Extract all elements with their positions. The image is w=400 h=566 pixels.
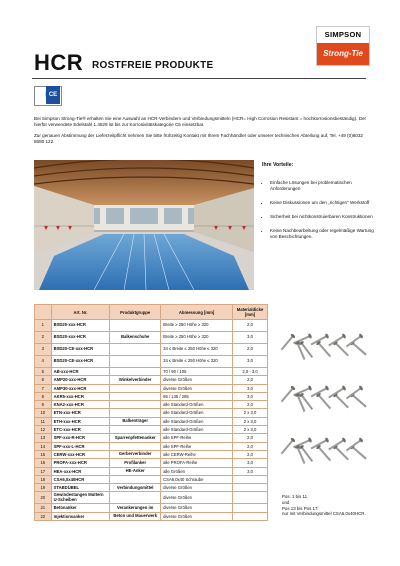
table-row	[35, 392, 268, 400]
product-group-cell	[110, 384, 161, 392]
article-number-cell: KNA2-xxx-HCR	[51, 401, 110, 409]
table-notes	[282, 494, 382, 517]
product-group-cell: Winkelverbinder	[110, 376, 161, 384]
dimension-cell: alle SPF-Reihe	[161, 442, 233, 450]
screw-icon	[316, 444, 333, 462]
screw-icon	[333, 444, 350, 461]
dimension-cell: Breite ≥ 250 Höhe ≥ 320	[161, 320, 233, 332]
material-thickness-cell: 3,0	[233, 384, 268, 392]
product-table	[34, 304, 268, 521]
article-number-cell: AB-xxx-HCR	[51, 368, 110, 376]
product-group-cell	[110, 426, 161, 434]
advantages-list	[262, 180, 382, 240]
product-group-cell	[110, 409, 161, 417]
row-number-cell: 15	[35, 450, 52, 458]
product-group-cell: Verankerungen im	[110, 504, 161, 512]
dimension-cell: diverse Größen	[161, 492, 233, 504]
product-group-cell	[110, 392, 161, 400]
row-number-cell: 10	[35, 409, 52, 417]
row-number-cell: 5	[35, 368, 52, 376]
article-number-cell: AKR5-xxx-HCR	[51, 392, 110, 400]
product-group-cell: Balkenschuhe	[110, 332, 161, 344]
column-header-dimension: Abmessung [mm]	[161, 305, 233, 320]
article-number-cell: CSA6,0x40HCR	[51, 475, 110, 483]
material-thickness-cell: 3,0	[233, 356, 268, 368]
table-row	[35, 344, 268, 356]
dimension-cell: alle Größen	[161, 467, 233, 475]
column-header-number	[35, 305, 52, 320]
dimension-cell: CSA6,0x40 Schraube	[161, 475, 233, 483]
table-row	[35, 484, 268, 492]
list-item: • Keine Diskussionen um den „richtigen" Werkstoff	[270, 200, 382, 206]
advantages-heading: Ihre Vorteile:	[262, 162, 294, 168]
dimension-cell: 34 ≤ Breite ≤ 250 Höhe ≤ 320	[161, 356, 233, 368]
column-header-article: Art. Nr.	[51, 305, 110, 320]
row-number-cell: 1	[35, 320, 52, 332]
row-number-cell: 17	[35, 467, 52, 475]
material-thickness-cell	[233, 504, 268, 512]
article-number-cell: BSD20-CE-xxx-HCR	[51, 344, 110, 356]
article-number-cell: SPF-xxx-L-HCR	[51, 442, 110, 450]
note-line: Pos. 1 bis 11	[282, 494, 308, 499]
material-thickness-cell: 2,0 - 3,0	[233, 368, 268, 376]
article-number-cell: HEA-xxx-HCR	[51, 467, 110, 475]
table-row	[35, 434, 268, 442]
table-row	[35, 467, 268, 475]
row-number-cell: 7	[35, 384, 52, 392]
product-group-cell: Beton und Mauerwerk	[110, 512, 161, 520]
product-group-cell: Balkenträger	[110, 417, 161, 425]
screw-icon	[345, 333, 364, 349]
note-line: und	[282, 499, 290, 505]
dimension-cell: alle Standard-Größen	[161, 426, 233, 434]
table-row	[35, 426, 268, 434]
table-row	[35, 384, 268, 392]
article-number-cell: Betonanker	[51, 504, 110, 512]
intro-paragraph-2: Zur genauen Abstimmung der Lieferzeitpflicht nehmen Sie bitte frühzeitig Kontakt mit Ihrem Fachhändler oder unserer technischen Abteilung auf, Tel. +49 (0)6032 8680 122.	[34, 132, 363, 145]
material-thickness-cell: 2,0	[233, 320, 268, 332]
material-thickness-cell: 3,0	[233, 392, 268, 400]
product-group-cell	[110, 344, 161, 356]
material-thickness-cell: 2 x 3,0	[233, 409, 268, 417]
material-thickness-cell: 2,0	[233, 434, 268, 442]
row-number-cell: 2	[35, 332, 52, 344]
row-number-cell: 8	[35, 392, 52, 400]
screw-icon	[333, 392, 350, 409]
article-number-cell: ETH-xxx-HCR	[51, 417, 110, 425]
article-number-cell: SPF-xxx-R-HCR	[51, 434, 110, 442]
table-row	[35, 504, 268, 512]
row-number-cell: 11	[35, 417, 52, 425]
material-thickness-cell: 2,0	[233, 344, 268, 356]
article-number-cell: Gewindestangen Muttern U-Scheiben	[51, 492, 110, 504]
dimension-cell: alle Standard-Größen	[161, 401, 233, 409]
advantages-panel	[262, 162, 382, 248]
material-thickness-cell: 2,0	[233, 376, 268, 384]
column-header-group: Produktgruppe	[110, 305, 161, 320]
dimension-cell: diverse Größen	[161, 512, 233, 520]
table-row	[35, 320, 268, 332]
row-number-cell: 16	[35, 459, 52, 467]
table-header-row	[35, 305, 268, 320]
row-number-cell: 4	[35, 356, 52, 368]
intro-text	[34, 116, 374, 150]
dimension-cell: 70 / 90 / 105	[161, 368, 233, 376]
dimension-cell: alle PROFA-Reihe	[161, 459, 233, 467]
article-number-cell: BSD20-CE-xxx-HCR	[51, 356, 110, 368]
material-thickness-cell	[233, 512, 268, 520]
page-subtitle: ROSTFREIE PRODUKTE	[92, 60, 214, 71]
column-header-thickness: Materialdicke [mm]	[233, 305, 268, 320]
header-rule	[32, 78, 366, 79]
row-number-cell: 18	[35, 475, 52, 483]
table-row	[35, 409, 268, 417]
table-row	[35, 376, 268, 384]
product-group-cell	[110, 356, 161, 368]
article-number-cell: STABDÜBEL	[51, 484, 110, 492]
row-number-cell: 14	[35, 442, 52, 450]
product-group-cell	[110, 492, 161, 504]
product-group-cell: Gerberverbinder	[110, 450, 161, 458]
material-thickness-cell: 3,0	[233, 467, 268, 475]
logo-top-text: SIMPSON	[317, 27, 369, 43]
table-row	[35, 492, 268, 504]
screw-icon	[333, 340, 350, 357]
article-number-cell: BSD20-xxx-HCR	[51, 332, 110, 344]
table-row	[35, 356, 268, 368]
table-row	[35, 332, 268, 344]
dimension-cell: 34 ≤ Breite ≤ 250 Höhe ≤ 320	[161, 344, 233, 356]
row-number-cell: 9	[35, 401, 52, 409]
dimension-cell: alle Standard-Größen	[161, 417, 233, 425]
dimension-cell: alle CERW-Reihe	[161, 450, 233, 458]
dimension-cell: Breite ≥ 250 Höhe ≥ 320	[161, 332, 233, 344]
dimension-cell: alle Standard-Größen	[161, 409, 233, 417]
table-body	[35, 320, 268, 521]
material-thickness-cell: 3,0	[233, 332, 268, 344]
material-thickness-cell	[233, 492, 268, 504]
product-group-cell	[110, 368, 161, 376]
swimming-pool-photo	[34, 160, 254, 290]
table-row	[35, 368, 268, 376]
table-row	[35, 442, 268, 450]
screw-icon	[345, 437, 364, 453]
list-item: • Keine Nachbearbeitung oder regelmäßige Wartung von Beschichtungen.	[270, 228, 382, 240]
table-row	[35, 459, 268, 467]
product-group-cell: Verbindungsmittel	[110, 484, 161, 492]
dimension-cell: diverse Größen	[161, 504, 233, 512]
row-number-cell: 12	[35, 426, 52, 434]
dimension-cell: alle SPF-Reihe	[161, 434, 233, 442]
product-group-cell: Sparrenpfettenanker	[110, 434, 161, 442]
screw-icon	[345, 385, 364, 401]
article-number-cell: ETN-xxx-HCR	[51, 409, 110, 417]
material-thickness-cell: 2 x 3,0	[233, 417, 268, 425]
material-thickness-cell: 2,0	[233, 450, 268, 458]
article-number-cell: Injektionsanker	[51, 512, 110, 520]
note-line: nur mit Verbindungsmittel CSA6,0x40HCR.	[282, 511, 366, 517]
dimension-cell: diverse Größen	[161, 384, 233, 392]
table-row	[35, 401, 268, 409]
product-group-cell: Profilanker	[110, 459, 161, 467]
table-row	[35, 450, 268, 458]
ce-mark-icon: CE	[46, 86, 60, 104]
row-number-cell: 3	[35, 344, 52, 356]
logo-bottom-text: Strong-Tie	[317, 43, 369, 65]
note-line: Pos 13 bis Pos 17:	[282, 505, 319, 511]
product-group-cell: HE-Anker	[110, 467, 161, 475]
material-thickness-cell: 2,0	[233, 442, 268, 450]
row-number-cell: 22	[35, 512, 52, 520]
table-row	[35, 475, 268, 483]
product-group-cell	[110, 401, 161, 409]
table-row	[35, 512, 268, 520]
product-group-cell	[110, 320, 161, 332]
dimension-cell: diverse Größen	[161, 376, 233, 384]
material-thickness-cell	[233, 475, 268, 483]
article-number-cell: BSD20-xxx-HCR	[51, 320, 110, 332]
article-number-cell: CERW-xxx-HCR	[51, 450, 110, 458]
list-item: • Einfache Lösungen bei problematischen Anforderungen	[270, 180, 382, 192]
row-number-cell: 21	[35, 504, 52, 512]
article-number-cell: ETC-xxx-HCR	[51, 426, 110, 434]
material-thickness-cell	[233, 484, 268, 492]
screw-icon	[316, 340, 333, 358]
row-number-cell: 19	[35, 484, 52, 492]
article-number-cell: PROFA-xxx-HCR	[51, 459, 110, 467]
list-item: • Sicherheit bei nichtkonstruierbaren Konstruktionen	[270, 214, 382, 220]
table-row	[35, 417, 268, 425]
screw-icon	[316, 392, 333, 410]
screws-image	[278, 318, 378, 478]
row-number-cell: 6	[35, 376, 52, 384]
row-number-cell: 13	[35, 434, 52, 442]
dimension-cell: 95 / 135 / 285	[161, 392, 233, 400]
row-number-cell: 20	[35, 492, 52, 504]
page-title: HCR	[34, 50, 84, 75]
dimension-cell: diverse Größen	[161, 484, 233, 492]
material-thickness-cell: 2 x 3,0	[233, 426, 268, 434]
material-thickness-cell: 2,0	[233, 401, 268, 409]
product-group-cell	[110, 442, 161, 450]
product-group-cell	[110, 475, 161, 483]
article-number-cell: AMP20-xxx-HCR	[51, 376, 110, 384]
article-number-cell: AMP30-xxx-HCR	[51, 384, 110, 392]
simpson-strong-tie-logo	[316, 26, 370, 66]
material-thickness-cell: 3,0	[233, 459, 268, 467]
intro-paragraph-1: Bei Simpson Strong-Tie® erhalten Sie eine Auswahl an HCR-Verbindern und Verbindungsmitteln (HCR= High Corrosion Resistant = hochkorrosionsbeständig). Der hierfür verwendete Edelstahl 1.4529 ist bis zur Korrosivitätskategorie C5 einsetzbar.	[34, 116, 367, 128]
